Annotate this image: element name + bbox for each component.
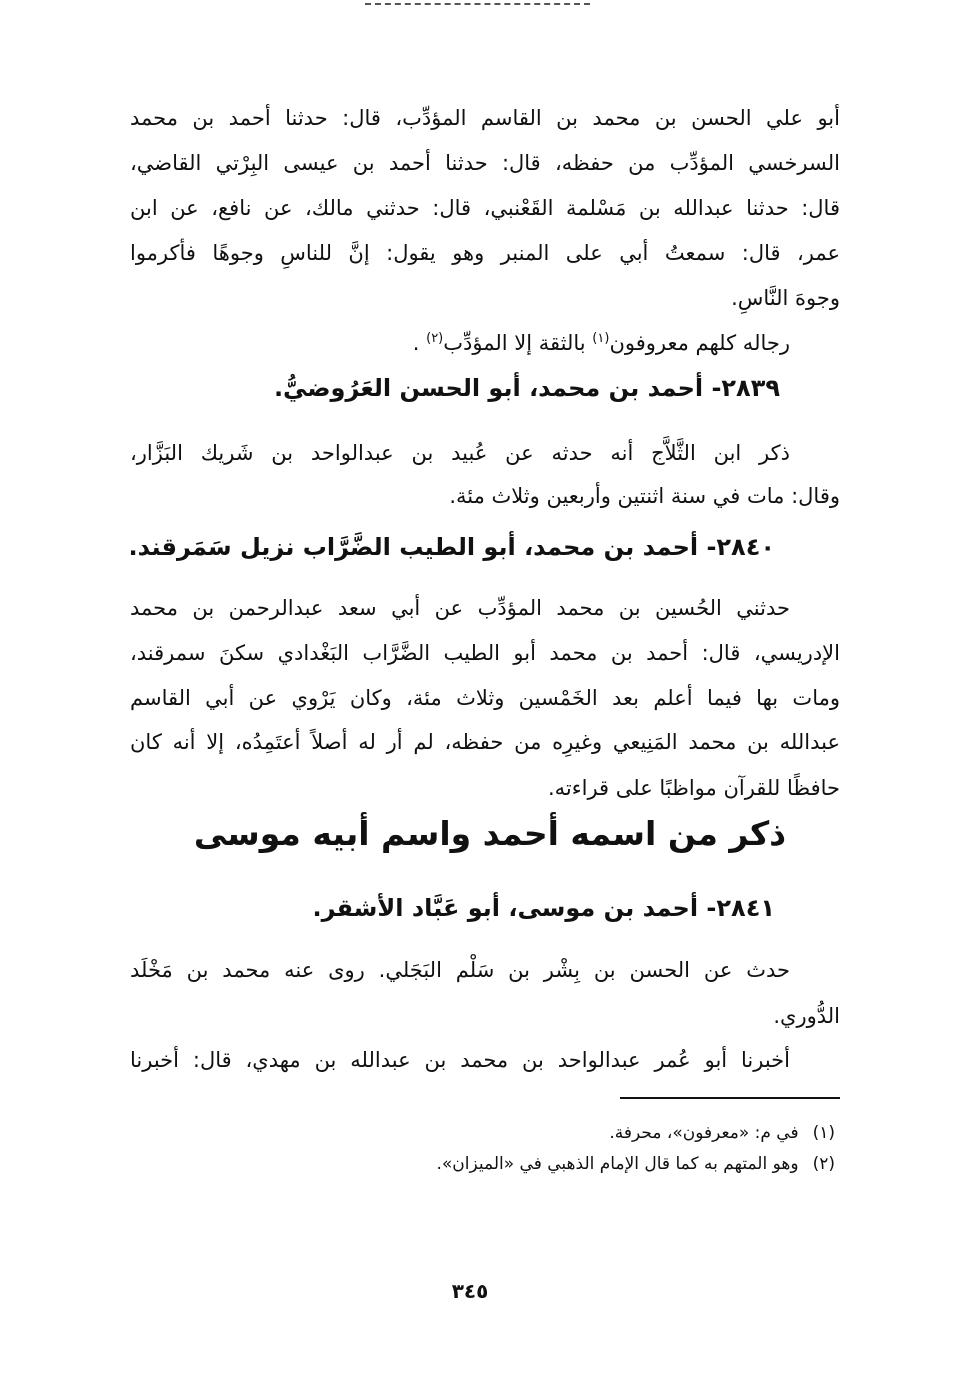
footnote-number: (٢) [812, 1154, 835, 1174]
page-number: ٣٤٥ [451, 1279, 489, 1303]
continuation-line-2: السرخسي المؤدِّب من حفظه، قال: حدثنا أحمد بن عيسى البِرْتي القاضي، [130, 151, 840, 175]
entry-line: حدث عن الحسن بن بِشْر بن سَلْم البَجَلي. روى عنه محمد بن مَخْلَد [130, 958, 790, 982]
continuation-line-4: عمر، قال: سمعتُ أبي على المنبر وهو يقول: إنَّ للناسِ وجوهًا فأكرموا [130, 241, 840, 265]
entry-line: الدُّوري. [773, 1004, 840, 1028]
continuation-line-3: قال: حدثنا عبدالله بن مَسْلمة القَعْنبي، قال: حدثني مالك، عن نافع، عن ابن [130, 196, 840, 220]
footnote-number: (١) [812, 1123, 835, 1143]
footnote-ref-2: (٢) [426, 331, 444, 346]
evaluation-text: رجاله كلهم معروفون [609, 331, 790, 355]
entry-line: عبدالله بن محمد المَنِيعي وغيرِه من حفظه، لم أر له أصلاً أعتَمِدُه، إلا أنه كان [130, 730, 840, 754]
narrator-evaluation [130, 328, 790, 358]
entry-heading: ٢٨٤١- أحمد بن موسى، أبو عَبَّاد الأشقر. [312, 894, 775, 922]
footnote-text: في م: «معرفون»، محرفة. [609, 1123, 799, 1143]
section-title: ذكر من اسمه أحمد واسم أبيه موسى [193, 814, 787, 853]
evaluation-text: بالثقة إلا المؤدِّب [443, 331, 593, 355]
entry-line: حافظًا للقرآن مواظبًا على قراءته. [547, 776, 840, 800]
footnote-text: وهو المتهم به كما قال الإمام الذهبي في «الميزان». [436, 1154, 799, 1174]
entry-line: أخبرنا أبو عُمر عبدالواحد بن محمد بن عبدالله بن مهدي، قال: أخبرنا [130, 1048, 790, 1072]
entry-heading: ٢٨٣٩- أحمد بن محمد، أبو الحسن العَرُوضيُّ. [273, 374, 780, 402]
continuation-line-1: أبو علي الحسن بن محمد بن القاسم المؤدِّب، قال: حدثنا أحمد بن محمد [130, 106, 840, 130]
footnote-1 [130, 1121, 835, 1145]
entry-line: ذكر ابن الثَّلاَّج أنه حدثه عن عُبيد بن عبدالواحد بن شَريك البَزَّار، [130, 441, 790, 465]
footnote-ref-1: (١) [592, 331, 610, 346]
entry-line: الإدريسي، قال: أحمد بن محمد أبو الطيب الضَّرَّاب البَغْدادي سكنَ سمرقند، [130, 641, 840, 665]
continuation-line-5: وجوهَ النَّاسِ. [731, 286, 840, 310]
footnote-2 [130, 1152, 835, 1176]
entry-line: ومات بها فيما أعلم بعد الخَمْسين وثلاث مئة، وكان يَرْوي عن أبي القاسم [130, 686, 840, 710]
evaluation-text: . [412, 331, 427, 355]
footnote-separator [620, 1097, 840, 1099]
entry-line: حدثني الحُسين بن محمد المؤدِّب عن أبي سعد عبدالرحمن بن محمد [130, 596, 790, 620]
entry-heading: ٢٨٤٠- أحمد بن محمد، أبو الطيب الضَّرَّاب نزيل سَمَرقند. [128, 533, 775, 561]
header-rule-fragment [365, 3, 590, 5]
entry-line: وقال: مات في سنة اثنتين وأربعين وثلاث مئة. [449, 484, 840, 508]
